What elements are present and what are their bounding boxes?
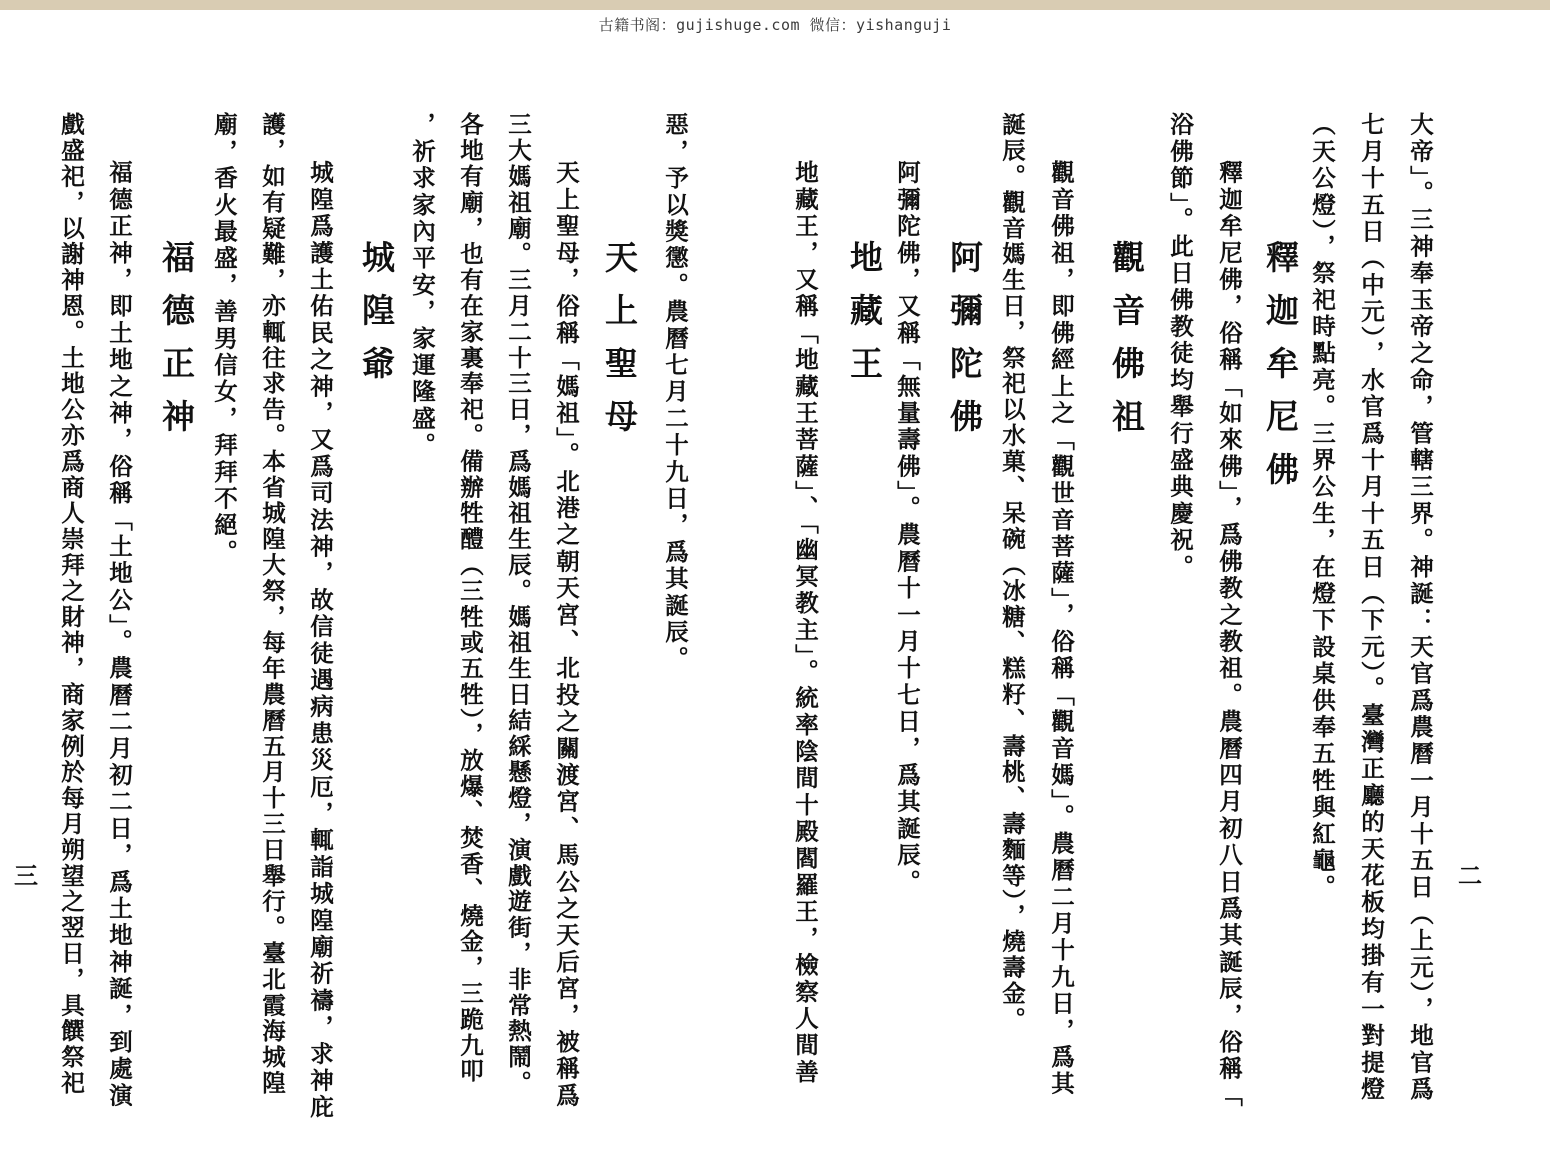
page-number-left: 三 xyxy=(14,861,38,890)
section-heading: 福德正神 xyxy=(157,240,196,452)
section-heading: 阿彌陀佛 xyxy=(945,240,984,452)
text-column: ，祈求家內平安，家運隆盛。 xyxy=(408,112,436,460)
text-column: 惡，予以獎懲。農曆七月二十九日，爲其誕辰。 xyxy=(661,112,689,673)
text-column: （天公燈），祭祀時點亮。三界公生，在燈下設桌供奉五牲與紅龜。 xyxy=(1308,112,1336,902)
text-column: 七月十五日（中元），水官爲十月十五日（下元）。臺灣正廳的天花板均掛有一對提燈 xyxy=(1357,112,1385,1104)
text-column: 阿彌陀佛，又稱「無量壽佛」。農曆十一月十七日，爲其誕辰。 xyxy=(893,160,921,896)
text-column: 福德正神，即土地之神，俗稱「土地公」。農曆二月初二日，爲土地神誕，到處演 xyxy=(105,160,133,1110)
top-border-rule xyxy=(0,0,1550,10)
text-column: 誕辰。觀音媽生日，祭祀以水菓、呆碗（冰糖、糕籽、壽桃、壽麵等），燒壽金。 xyxy=(998,112,1026,1033)
section-heading: 城隍爺 xyxy=(357,240,396,399)
section-heading: 釋迦牟尼佛 xyxy=(1261,240,1300,505)
text-column: 護，如有疑難，亦輒往求告。本省城隍大祭，每年農曆五月十三日舉行。臺北霞海城隍 xyxy=(258,112,286,1097)
section-heading: 地藏王 xyxy=(845,240,884,399)
text-column: 觀音佛祖，即佛經上之「觀世音菩薩」，俗稱「觀音媽」。農曆二月十九日，爲其 xyxy=(1047,160,1075,1098)
section-heading: 觀音佛祖 xyxy=(1107,240,1146,452)
text-column: 三大媽祖廟。三月二十三日，爲媽祖生辰。媽祖生日結綵懸燈，演戲遊街，非常熱鬧。 xyxy=(504,112,532,1097)
text-column: 城隍爲護土佑民之神，又爲司法神，故信徒遇病患災厄，輒詣城隍廟祈禱，求神庇 xyxy=(306,160,334,1122)
page-number-right: 二 xyxy=(1458,861,1482,890)
text-column: 地藏王，又稱「地藏王菩薩」、「幽冥教主」。統率陰間十殿閻羅王，檢察人間善 xyxy=(791,160,819,1086)
text-column: 大帝」。三神奉玉帝之命，管轄三界。神誕：天官爲農曆一月十五日（上元），地官爲 xyxy=(1406,112,1434,1104)
section-heading: 天上聖母 xyxy=(600,240,639,452)
text-column: 各地有廟，也有在家裏奉祀。備辦牲醴（三牲或五牲），放爆、焚香、燒金，三跪九叩 xyxy=(456,112,484,1085)
text-column: 戲盛祀，以謝神恩。土地公亦爲商人崇拜之財神，商家例於每月朔望之翌日，具饌祭祀 xyxy=(57,112,85,1097)
text-column: 釋迦牟尼佛，俗稱「如來佛」，爲佛教之教祖。農曆四月初八日爲其誕辰，俗稱「 xyxy=(1215,160,1243,1110)
text-column: 廟，香火最盛，善男信女，拜拜不絕。 xyxy=(210,112,238,566)
text-column: 天上聖母，俗稱「媽祖」。北港之朝天宮、北投之關渡宮、馬公之天后宮，被稱爲 xyxy=(552,160,580,1110)
text-column: 浴佛節」。此日佛教徒均舉行盛典慶祝。 xyxy=(1166,112,1194,581)
watermark-text: 古籍书阁：gujishuge.com 微信：yishanguji xyxy=(598,16,952,34)
